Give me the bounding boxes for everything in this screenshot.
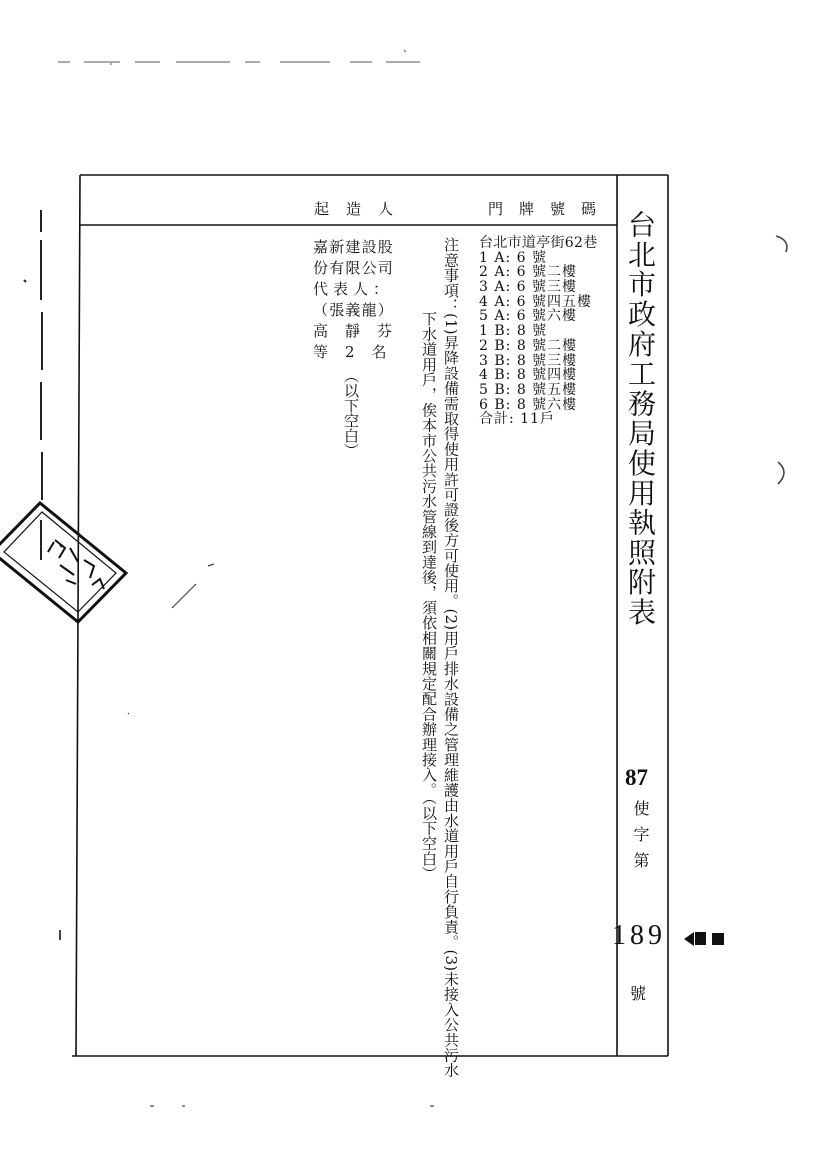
builder-line: （張義龍） <box>313 301 395 319</box>
address-unit: 5 B: 8 號五樓 <box>479 381 578 398</box>
builder-info <box>313 237 409 363</box>
address-unit: 4 B: 8 號四樓 <box>479 367 578 384</box>
address-unit: 3 B: 8 號三樓 <box>479 352 578 369</box>
license-number: 189 <box>612 920 666 951</box>
scan-noise <box>58 50 420 64</box>
builder-line: 份有限公司 <box>313 259 395 277</box>
builder-line: 高靜芬 <box>313 322 410 340</box>
address-unit: 2 A: 6 號二樓 <box>479 264 577 281</box>
address-list <box>479 236 598 427</box>
notes-line-1: 注意事項：(1)昇降設備需取得使用許可證後方可使用。(2)用戶排水設備之管理維護由水道用戶自行負責。(3)未接入公共污水 <box>442 237 460 1078</box>
builder-line: 嘉新建設股 <box>313 238 395 256</box>
address-header: 門牌號碼 <box>488 200 613 218</box>
address-unit: 4 A: 6 號四五樓 <box>479 293 592 310</box>
address-unit: 3 A: 6 號三樓 <box>479 279 577 296</box>
address-unit: 6 B: 8 號六樓 <box>479 396 578 413</box>
address-total: 合計: 11戶 <box>479 411 555 428</box>
builder-line: 等2名 <box>313 343 404 361</box>
address-unit: 1 B: 8 號 <box>479 323 548 340</box>
notes-line-2: 下水道用戶，俟本市公共污水管線到達後，須依相關規定配合辦理接入。（以下空白） <box>420 311 438 882</box>
stamp <box>0 503 126 622</box>
address-unit: 5 A: 6 號六樓 <box>479 308 577 325</box>
address-unit: 2 B: 8 號二樓 <box>479 337 578 354</box>
scan-edge-line <box>24 210 62 560</box>
builder-header: 起造人 <box>314 200 411 218</box>
license-prefix: 使字第 <box>631 800 650 878</box>
builder-line: 代表人： <box>313 280 394 298</box>
frame-left-line <box>76 175 80 1056</box>
builder-end-note: （以下空白） <box>342 368 360 458</box>
document-title: 台北市政府工務局使用執照附表 <box>624 210 657 628</box>
license-year: 87 <box>625 765 648 790</box>
ink-blot-marks <box>684 932 724 946</box>
street-name: 台北市道亭街62巷 <box>479 235 598 251</box>
license-suffix: 號 <box>630 984 647 1003</box>
address-unit: 1 A: 6 號 <box>479 249 547 266</box>
